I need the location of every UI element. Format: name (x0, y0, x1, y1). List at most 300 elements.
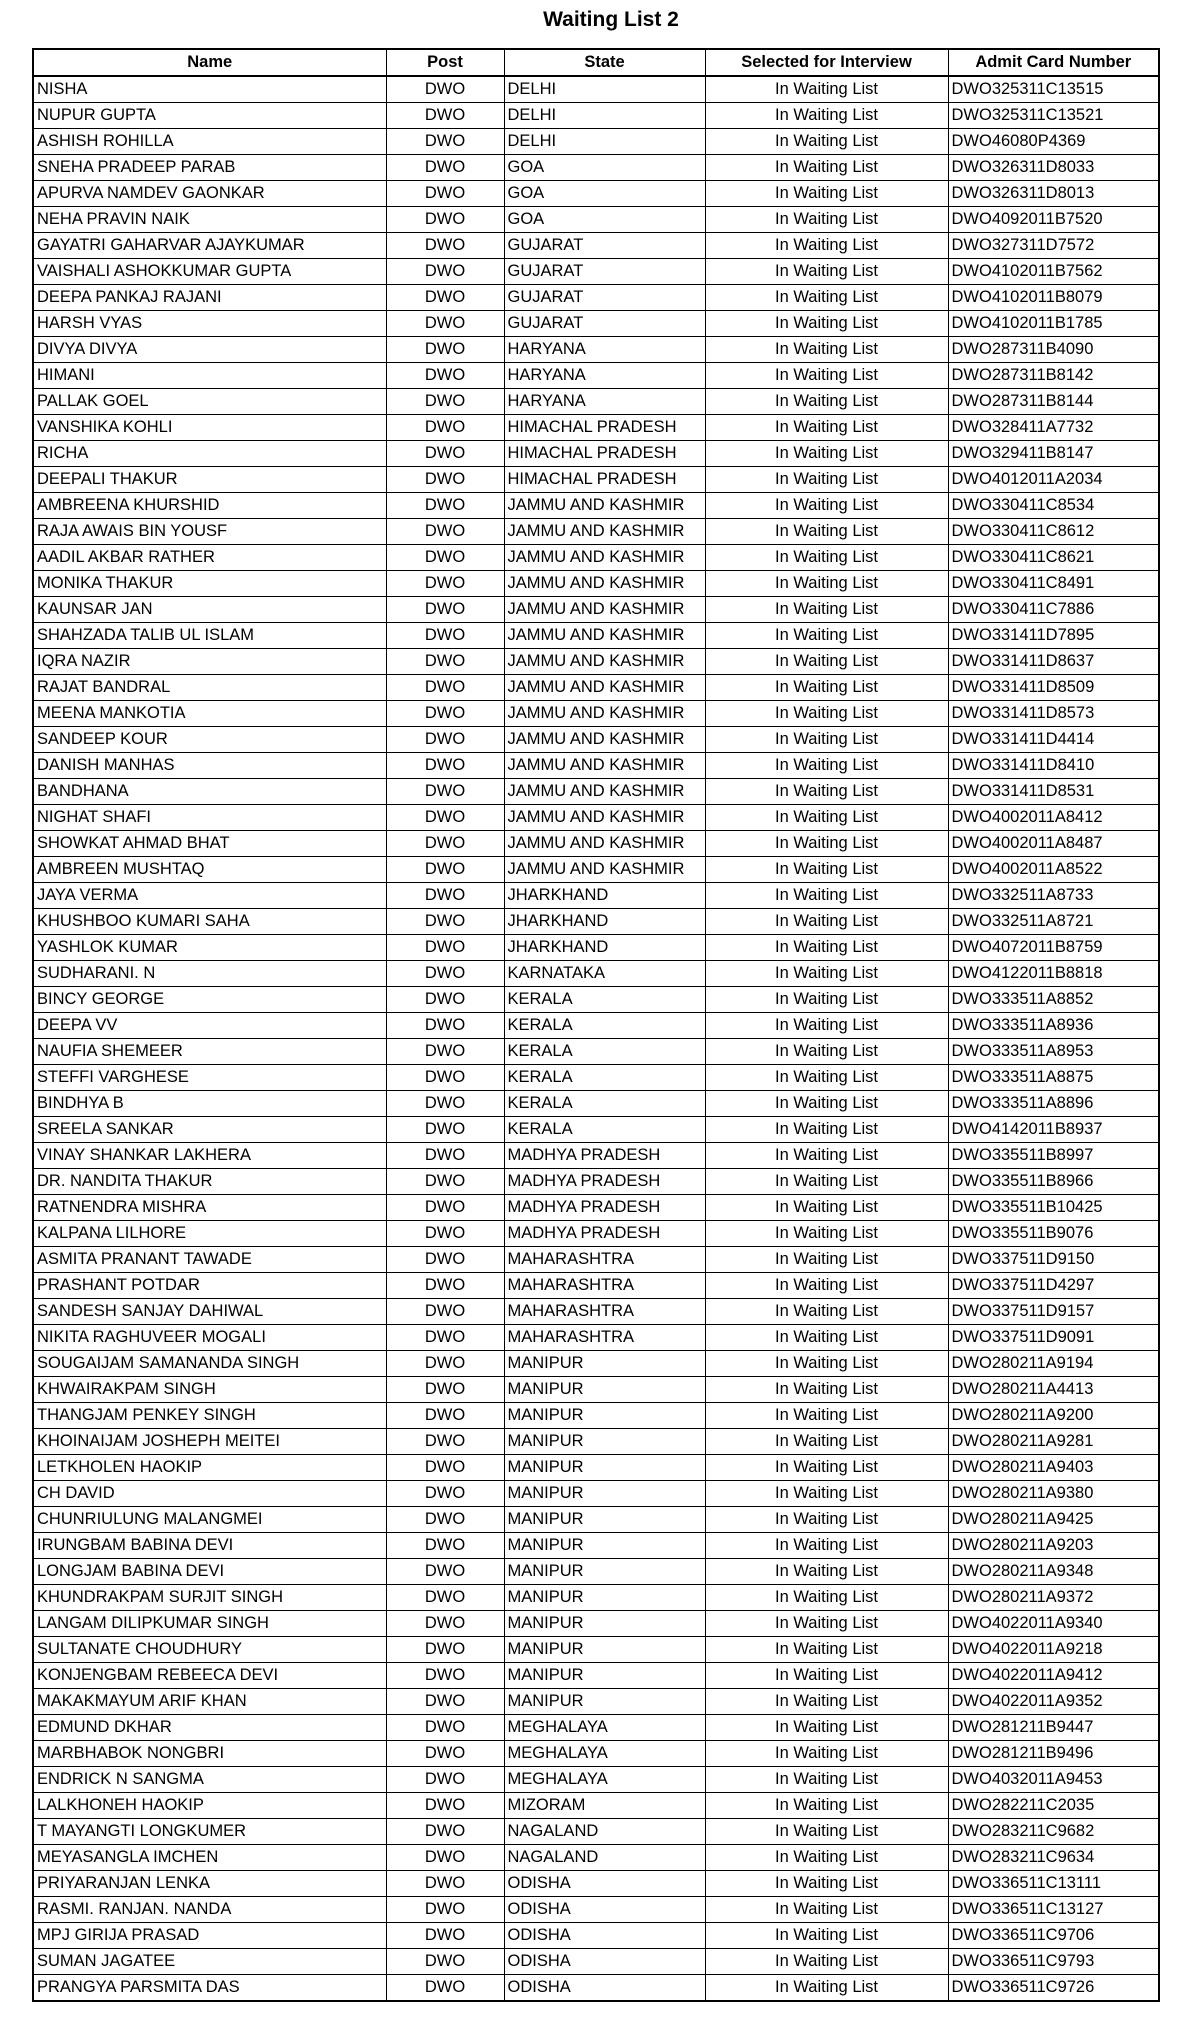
cell-post: DWO (386, 207, 504, 233)
cell-post: DWO (386, 987, 504, 1013)
table-row (33, 1663, 1159, 1689)
cell-post: DWO (386, 1845, 504, 1871)
cell-post: DWO (386, 155, 504, 181)
cell-state: ODISHA (504, 1923, 705, 1949)
cell-selected-status: In Waiting List (705, 389, 948, 415)
cell-admit-card-number: DWO280211A9372 (948, 1585, 1159, 1611)
cell-admit-card-number: DWO331411D4414 (948, 727, 1159, 753)
cell-state: MIZORAM (504, 1793, 705, 1819)
cell-post: DWO (386, 363, 504, 389)
table-row (33, 493, 1159, 519)
cell-selected-status: In Waiting List (705, 1637, 948, 1663)
cell-selected-status: In Waiting List (705, 857, 948, 883)
table-row (33, 259, 1159, 285)
cell-admit-card-number: DWO331411D8509 (948, 675, 1159, 701)
cell-name: SUMAN JAGATEE (33, 1949, 386, 1975)
cell-post: DWO (386, 571, 504, 597)
cell-name: DR. NANDITA THAKUR (33, 1169, 386, 1195)
table-row (33, 1559, 1159, 1585)
cell-post: DWO (386, 337, 504, 363)
cell-name: APURVA NAMDEV GAONKAR (33, 181, 386, 207)
cell-selected-status: In Waiting List (705, 233, 948, 259)
table-row (33, 1611, 1159, 1637)
cell-post: DWO (386, 1585, 504, 1611)
cell-state: JAMMU AND KASHMIR (504, 545, 705, 571)
cell-selected-status: In Waiting List (705, 363, 948, 389)
cell-state: MEGHALAYA (504, 1767, 705, 1793)
cell-name: VANSHIKA KOHLI (33, 415, 386, 441)
cell-state: MANIPUR (504, 1585, 705, 1611)
cell-admit-card-number: DWO333511A8936 (948, 1013, 1159, 1039)
cell-state: JAMMU AND KASHMIR (504, 597, 705, 623)
cell-name: SHOWKAT AHMAD BHAT (33, 831, 386, 857)
table-row (33, 1585, 1159, 1611)
cell-state: JAMMU AND KASHMIR (504, 493, 705, 519)
table-row (33, 1065, 1159, 1091)
cell-name: BINCY GEORGE (33, 987, 386, 1013)
cell-state: JAMMU AND KASHMIR (504, 831, 705, 857)
cell-selected-status: In Waiting List (705, 1793, 948, 1819)
cell-name: SHAHZADA TALIB UL ISLAM (33, 623, 386, 649)
cell-state: JAMMU AND KASHMIR (504, 675, 705, 701)
cell-state: JAMMU AND KASHMIR (504, 519, 705, 545)
cell-name: NIKITA RAGHUVEER MOGALI (33, 1325, 386, 1351)
cell-name: ENDRICK N SANGMA (33, 1767, 386, 1793)
cell-name: KHOINAIJAM JOSHEPH MEITEI (33, 1429, 386, 1455)
cell-state: MANIPUR (504, 1611, 705, 1637)
cell-name: AMBREENA KHURSHID (33, 493, 386, 519)
cell-admit-card-number: DWO4022011A9218 (948, 1637, 1159, 1663)
cell-name: ASMITA PRANANT TAWADE (33, 1247, 386, 1273)
cell-name: LALKHONEH HAOKIP (33, 1793, 386, 1819)
cell-selected-status: In Waiting List (705, 1819, 948, 1845)
cell-post: DWO (386, 1039, 504, 1065)
table-row (33, 337, 1159, 363)
cell-selected-status: In Waiting List (705, 181, 948, 207)
cell-post: DWO (386, 753, 504, 779)
cell-state: JAMMU AND KASHMIR (504, 701, 705, 727)
cell-selected-status: In Waiting List (705, 909, 948, 935)
cell-admit-card-number: DWO4032011A9453 (948, 1767, 1159, 1793)
cell-state: HARYANA (504, 363, 705, 389)
cell-name: RAJA AWAIS BIN YOUSF (33, 519, 386, 545)
cell-state: ODISHA (504, 1897, 705, 1923)
cell-name: CHUNRIULUNG MALANGMEI (33, 1507, 386, 1533)
cell-name: LETKHOLEN HAOKIP (33, 1455, 386, 1481)
cell-name: PRIYARANJAN LENKA (33, 1871, 386, 1897)
cell-name: JAYA VERMA (33, 883, 386, 909)
cell-admit-card-number: DWO331411D8410 (948, 753, 1159, 779)
waiting-list-table (32, 48, 1160, 2002)
cell-name: MEYASANGLA IMCHEN (33, 1845, 386, 1871)
cell-selected-status: In Waiting List (705, 103, 948, 129)
cell-name: NAUFIA SHEMEER (33, 1039, 386, 1065)
cell-admit-card-number: DWO280211A4413 (948, 1377, 1159, 1403)
cell-post: DWO (386, 727, 504, 753)
cell-selected-status: In Waiting List (705, 571, 948, 597)
cell-selected-status: In Waiting List (705, 1013, 948, 1039)
cell-selected-status: In Waiting List (705, 675, 948, 701)
table-row (33, 1455, 1159, 1481)
cell-post: DWO (386, 1741, 504, 1767)
cell-name: LANGAM DILIPKUMAR SINGH (33, 1611, 386, 1637)
table-row (33, 753, 1159, 779)
cell-state: JAMMU AND KASHMIR (504, 753, 705, 779)
column-header-post: Post (386, 49, 504, 76)
table-row (33, 909, 1159, 935)
cell-name: DEEPA VV (33, 1013, 386, 1039)
cell-selected-status: In Waiting List (705, 207, 948, 233)
cell-state: KERALA (504, 1091, 705, 1117)
cell-selected-status: In Waiting List (705, 311, 948, 337)
cell-post: DWO (386, 623, 504, 649)
cell-name: STEFFI VARGHESE (33, 1065, 386, 1091)
cell-admit-card-number: DWO280211A9348 (948, 1559, 1159, 1585)
cell-state: MADHYA PRADESH (504, 1195, 705, 1221)
cell-name: SREELA SANKAR (33, 1117, 386, 1143)
table-row (33, 415, 1159, 441)
cell-selected-status: In Waiting List (705, 883, 948, 909)
cell-selected-status: In Waiting List (705, 649, 948, 675)
table-row (33, 779, 1159, 805)
cell-name: PRANGYA PARSMITA DAS (33, 1975, 386, 2002)
table-row (33, 1689, 1159, 1715)
cell-selected-status: In Waiting List (705, 779, 948, 805)
cell-state: JAMMU AND KASHMIR (504, 623, 705, 649)
cell-state: HARYANA (504, 337, 705, 363)
cell-post: DWO (386, 805, 504, 831)
cell-selected-status: In Waiting List (705, 1273, 948, 1299)
table-row (33, 571, 1159, 597)
cell-selected-status: In Waiting List (705, 129, 948, 155)
cell-admit-card-number: DWO337511D9150 (948, 1247, 1159, 1273)
table-row (33, 1897, 1159, 1923)
cell-admit-card-number: DWO280211A9281 (948, 1429, 1159, 1455)
cell-admit-card-number: DWO4102011B8079 (948, 285, 1159, 311)
table-row (33, 103, 1159, 129)
cell-selected-status: In Waiting List (705, 76, 948, 103)
cell-state: DELHI (504, 129, 705, 155)
cell-state: JAMMU AND KASHMIR (504, 649, 705, 675)
table-header-row (33, 49, 1159, 76)
cell-selected-status: In Waiting List (705, 701, 948, 727)
cell-selected-status: In Waiting List (705, 415, 948, 441)
cell-state: GOA (504, 181, 705, 207)
cell-name: RAJAT BANDRAL (33, 675, 386, 701)
table-row (33, 1247, 1159, 1273)
cell-admit-card-number: DWO280211A9200 (948, 1403, 1159, 1429)
cell-admit-card-number: DWO330411C8621 (948, 545, 1159, 571)
column-header-selected: Selected for Interview (705, 49, 948, 76)
cell-selected-status: In Waiting List (705, 1039, 948, 1065)
cell-admit-card-number: DWO280211A9425 (948, 1507, 1159, 1533)
cell-state: KERALA (504, 1065, 705, 1091)
cell-selected-status: In Waiting List (705, 1351, 948, 1377)
cell-selected-status: In Waiting List (705, 1247, 948, 1273)
cell-admit-card-number: DWO287311B8144 (948, 389, 1159, 415)
table-row (33, 1117, 1159, 1143)
cell-selected-status: In Waiting List (705, 259, 948, 285)
cell-selected-status: In Waiting List (705, 1507, 948, 1533)
cell-post: DWO (386, 675, 504, 701)
cell-admit-card-number: DWO336511C9726 (948, 1975, 1159, 2002)
cell-state: JAMMU AND KASHMIR (504, 805, 705, 831)
cell-name: KONJENGBAM REBEECA DEVI (33, 1663, 386, 1689)
cell-post: DWO (386, 467, 504, 493)
cell-state: KERALA (504, 987, 705, 1013)
cell-name: MARBHABOK NONGBRI (33, 1741, 386, 1767)
cell-post: DWO (386, 1715, 504, 1741)
cell-admit-card-number: DWO330411C8491 (948, 571, 1159, 597)
cell-state: HARYANA (504, 389, 705, 415)
table-row (33, 649, 1159, 675)
cell-post: DWO (386, 76, 504, 103)
cell-name: PALLAK GOEL (33, 389, 386, 415)
page-title: Waiting List 2 (543, 8, 679, 31)
cell-admit-card-number: DWO331411D7895 (948, 623, 1159, 649)
cell-state: GUJARAT (504, 311, 705, 337)
cell-name: NIGHAT SHAFI (33, 805, 386, 831)
cell-selected-status: In Waiting List (705, 1429, 948, 1455)
cell-post: DWO (386, 1507, 504, 1533)
cell-admit-card-number: DWO4102011B7562 (948, 259, 1159, 285)
cell-post: DWO (386, 597, 504, 623)
cell-name: KHUSHBOO KUMARI SAHA (33, 909, 386, 935)
cell-admit-card-number: DWO335511B9076 (948, 1221, 1159, 1247)
cell-selected-status: In Waiting List (705, 1741, 948, 1767)
cell-admit-card-number: DWO333511A8852 (948, 987, 1159, 1013)
cell-state: MADHYA PRADESH (504, 1143, 705, 1169)
table-row (33, 1403, 1159, 1429)
cell-admit-card-number: DWO4102011B1785 (948, 311, 1159, 337)
cell-post: DWO (386, 1351, 504, 1377)
cell-state: MEGHALAYA (504, 1715, 705, 1741)
cell-state: GUJARAT (504, 285, 705, 311)
cell-post: DWO (386, 1975, 504, 2002)
cell-post: DWO (386, 1091, 504, 1117)
cell-state: MANIPUR (504, 1429, 705, 1455)
cell-admit-card-number: DWO4022011A9340 (948, 1611, 1159, 1637)
cell-name: SUDHARANI. N (33, 961, 386, 987)
cell-name: NEHA PRAVIN NAIK (33, 207, 386, 233)
table-row (33, 519, 1159, 545)
cell-selected-status: In Waiting List (705, 987, 948, 1013)
cell-post: DWO (386, 493, 504, 519)
cell-name: MPJ GIRIJA PRASAD (33, 1923, 386, 1949)
cell-selected-status: In Waiting List (705, 467, 948, 493)
table-row (33, 1793, 1159, 1819)
cell-admit-card-number: DWO4022011A9412 (948, 1663, 1159, 1689)
cell-state: NAGALAND (504, 1845, 705, 1871)
cell-selected-status: In Waiting List (705, 1871, 948, 1897)
cell-post: DWO (386, 519, 504, 545)
cell-admit-card-number: DWO336511C9793 (948, 1949, 1159, 1975)
cell-admit-card-number: DWO4022011A9352 (948, 1689, 1159, 1715)
cell-name: RATNENDRA MISHRA (33, 1195, 386, 1221)
cell-admit-card-number: DWO335511B10425 (948, 1195, 1159, 1221)
cell-selected-status: In Waiting List (705, 1585, 948, 1611)
cell-name: DIVYA DIVYA (33, 337, 386, 363)
cell-state: JHARKHAND (504, 909, 705, 935)
table-row (33, 1169, 1159, 1195)
cell-selected-status: In Waiting List (705, 1559, 948, 1585)
table-row (33, 207, 1159, 233)
table-row (33, 1039, 1159, 1065)
cell-name: BANDHANA (33, 779, 386, 805)
cell-post: DWO (386, 779, 504, 805)
cell-state: MANIPUR (504, 1455, 705, 1481)
cell-post: DWO (386, 1195, 504, 1221)
cell-selected-status: In Waiting List (705, 753, 948, 779)
cell-admit-card-number: DWO331411D8531 (948, 779, 1159, 805)
cell-state: KERALA (504, 1117, 705, 1143)
table-row (33, 233, 1159, 259)
table-row (33, 1195, 1159, 1221)
cell-name: RASMI. RANJAN. NANDA (33, 1897, 386, 1923)
table-row (33, 467, 1159, 493)
cell-state: NAGALAND (504, 1819, 705, 1845)
cell-post: DWO (386, 1273, 504, 1299)
cell-admit-card-number: DWO4122011B8818 (948, 961, 1159, 987)
cell-admit-card-number: DWO325311C13515 (948, 76, 1159, 103)
cell-name: SANDESH SANJAY DAHIWAL (33, 1299, 386, 1325)
cell-state: JAMMU AND KASHMIR (504, 727, 705, 753)
cell-selected-status: In Waiting List (705, 1923, 948, 1949)
table-row (33, 1481, 1159, 1507)
table-row (33, 389, 1159, 415)
table-row (33, 363, 1159, 389)
cell-post: DWO (386, 1611, 504, 1637)
cell-post: DWO (386, 1871, 504, 1897)
cell-admit-card-number: DWO4002011A8487 (948, 831, 1159, 857)
cell-selected-status: In Waiting List (705, 935, 948, 961)
table-row (33, 935, 1159, 961)
cell-state: MANIPUR (504, 1689, 705, 1715)
cell-selected-status: In Waiting List (705, 285, 948, 311)
cell-name: HARSH VYAS (33, 311, 386, 337)
table-row (33, 1637, 1159, 1663)
cell-state: HIMACHAL PRADESH (504, 467, 705, 493)
cell-name: KHUNDRAKPAM SURJIT SINGH (33, 1585, 386, 1611)
cell-name: ASHISH ROHILLA (33, 129, 386, 155)
cell-state: MAHARASHTRA (504, 1247, 705, 1273)
cell-selected-status: In Waiting List (705, 1091, 948, 1117)
table-row (33, 805, 1159, 831)
cell-post: DWO (386, 1689, 504, 1715)
cell-post: DWO (386, 545, 504, 571)
table-row (33, 1377, 1159, 1403)
cell-post: DWO (386, 389, 504, 415)
column-header-name: Name (33, 49, 386, 76)
cell-post: DWO (386, 1403, 504, 1429)
cell-name: CH DAVID (33, 1481, 386, 1507)
cell-name: SANDEEP KOUR (33, 727, 386, 753)
cell-state: MANIPUR (504, 1559, 705, 1585)
cell-state: ODISHA (504, 1949, 705, 1975)
table-row (33, 545, 1159, 571)
cell-admit-card-number: DWO4142011B8937 (948, 1117, 1159, 1143)
cell-state: MANIPUR (504, 1507, 705, 1533)
cell-state: JHARKHAND (504, 883, 705, 909)
table-row (33, 831, 1159, 857)
cell-name: LONGJAM BABINA DEVI (33, 1559, 386, 1585)
cell-state: MANIPUR (504, 1377, 705, 1403)
cell-post: DWO (386, 935, 504, 961)
cell-post: DWO (386, 1377, 504, 1403)
cell-admit-card-number: DWO336511C9706 (948, 1923, 1159, 1949)
cell-admit-card-number: DWO280211A9403 (948, 1455, 1159, 1481)
cell-post: DWO (386, 1481, 504, 1507)
cell-admit-card-number: DWO287311B8142 (948, 363, 1159, 389)
cell-post: DWO (386, 831, 504, 857)
cell-post: DWO (386, 1923, 504, 1949)
cell-admit-card-number: DWO4092011B7520 (948, 207, 1159, 233)
cell-state: MEGHALAYA (504, 1741, 705, 1767)
cell-name: KHWAIRAKPAM SINGH (33, 1377, 386, 1403)
cell-admit-card-number: DWO337511D9091 (948, 1325, 1159, 1351)
cell-admit-card-number: DWO282211C2035 (948, 1793, 1159, 1819)
table-row (33, 1091, 1159, 1117)
table-row (33, 1351, 1159, 1377)
table-row (33, 1819, 1159, 1845)
table-row (33, 1429, 1159, 1455)
cell-name: T MAYANGTI LONGKUMER (33, 1819, 386, 1845)
cell-name: AMBREEN MUSHTAQ (33, 857, 386, 883)
cell-post: DWO (386, 1169, 504, 1195)
cell-name: PRASHANT POTDAR (33, 1273, 386, 1299)
cell-selected-status: In Waiting List (705, 441, 948, 467)
column-header-admit-card: Admit Card Number (948, 49, 1159, 76)
table-row (33, 1767, 1159, 1793)
cell-post: DWO (386, 415, 504, 441)
cell-name: VAISHALI ASHOKKUMAR GUPTA (33, 259, 386, 285)
cell-name: SOUGAIJAM SAMANANDA SINGH (33, 1351, 386, 1377)
cell-selected-status: In Waiting List (705, 1689, 948, 1715)
cell-selected-status: In Waiting List (705, 1533, 948, 1559)
cell-admit-card-number: DWO336511C13127 (948, 1897, 1159, 1923)
cell-state: MANIPUR (504, 1533, 705, 1559)
cell-post: DWO (386, 883, 504, 909)
table-row (33, 597, 1159, 623)
cell-post: DWO (386, 1949, 504, 1975)
cell-post: DWO (386, 1663, 504, 1689)
cell-state: JHARKHAND (504, 935, 705, 961)
cell-admit-card-number: DWO283211C9682 (948, 1819, 1159, 1845)
cell-state: MAHARASHTRA (504, 1273, 705, 1299)
cell-name: DEEPALI THAKUR (33, 467, 386, 493)
cell-state: KERALA (504, 1039, 705, 1065)
cell-post: DWO (386, 857, 504, 883)
cell-admit-card-number: DWO326311D8033 (948, 155, 1159, 181)
cell-post: DWO (386, 285, 504, 311)
cell-state: MADHYA PRADESH (504, 1221, 705, 1247)
cell-post: DWO (386, 311, 504, 337)
cell-post: DWO (386, 129, 504, 155)
cell-state: GUJARAT (504, 259, 705, 285)
cell-post: DWO (386, 701, 504, 727)
cell-state: MANIPUR (504, 1481, 705, 1507)
cell-selected-status: In Waiting List (705, 1481, 948, 1507)
cell-name: NISHA (33, 76, 386, 103)
cell-selected-status: In Waiting List (705, 1663, 948, 1689)
cell-admit-card-number: DWO332511A8733 (948, 883, 1159, 909)
table-row (33, 441, 1159, 467)
cell-name: YASHLOK KUMAR (33, 935, 386, 961)
cell-admit-card-number: DWO331411D8637 (948, 649, 1159, 675)
column-header-state: State (504, 49, 705, 76)
cell-selected-status: In Waiting List (705, 1767, 948, 1793)
table-row (33, 1325, 1159, 1351)
